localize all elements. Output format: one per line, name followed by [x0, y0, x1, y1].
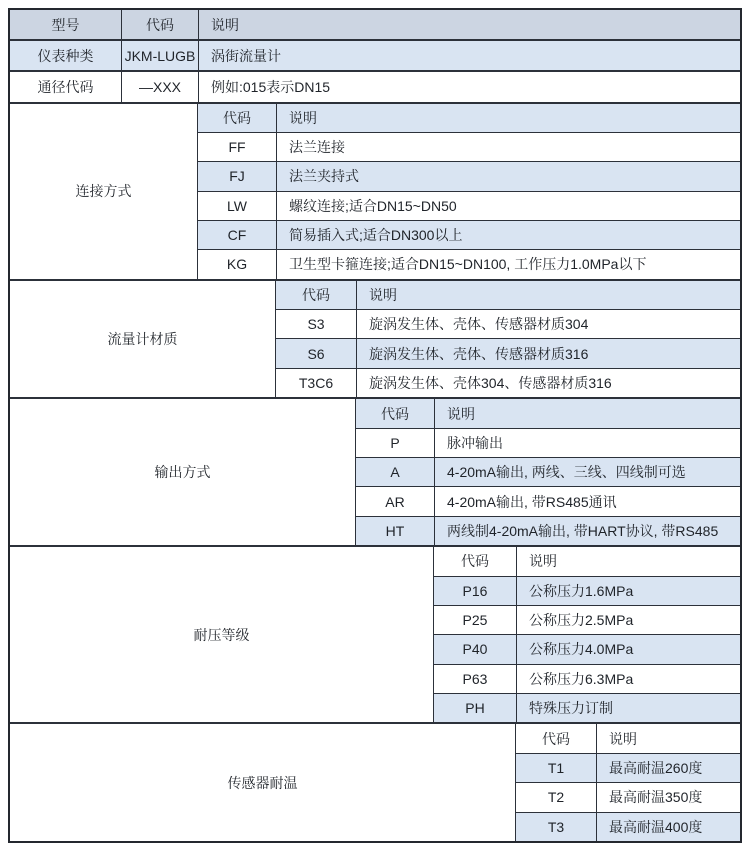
table-row — [10, 72, 740, 101]
section-group — [10, 722, 740, 841]
desc-cell: 公称压力4.0MPa — [516, 635, 740, 663]
code-cell: P63 — [462, 670, 488, 687]
nested-header-row — [356, 399, 740, 427]
desc-cell: 公称压力2.5MPa — [516, 606, 740, 634]
code-cell: A — [390, 464, 400, 481]
table-row — [356, 428, 740, 457]
nested-header-row — [198, 104, 740, 132]
desc-cell: 4-20mA输出, 两线、三线、四线制可选 — [434, 458, 740, 486]
desc-cell: 旋涡发生体、壳体304、传感器材质316 — [356, 369, 740, 397]
code-cell: T3C6 — [298, 375, 334, 392]
code-cell: P40 — [462, 641, 488, 658]
table-row — [198, 161, 740, 190]
table-row — [434, 605, 740, 634]
desc-cell: 简易插入式;适合DN300以上 — [276, 221, 740, 249]
table-row — [356, 486, 740, 515]
table-row — [356, 457, 740, 486]
section-group — [10, 279, 740, 398]
nested-header-code-cell: 代码 — [542, 730, 570, 747]
table-row — [198, 132, 740, 161]
table-row — [516, 753, 740, 782]
nested-header-desc-cell: 说明 — [434, 399, 740, 427]
header-desc-cell: 说明 — [198, 10, 740, 39]
desc-cell: 螺纹连接;适合DN15~DN50 — [276, 192, 740, 220]
table-row — [276, 338, 740, 367]
nested-header-code-cell: 代码 — [302, 286, 330, 303]
row-desc-cell: 涡街流量计 — [198, 41, 740, 70]
nested-header-desc-cell: 说明 — [276, 104, 740, 132]
table-row — [198, 191, 740, 220]
section-group — [10, 545, 740, 722]
code-cell: T1 — [547, 759, 565, 776]
section-label: 流量计材质 — [10, 281, 276, 398]
code-cell: P — [390, 434, 400, 451]
code-cell: P25 — [462, 612, 488, 629]
desc-cell: 4-20mA输出, 带RS485通讯 — [434, 487, 740, 515]
table-row — [356, 516, 740, 545]
desc-cell: 旋涡发生体、壳体、传感器材质304 — [356, 310, 740, 338]
code-cell: S6 — [307, 345, 325, 362]
section-label: 传感器耐温 — [10, 724, 516, 841]
nested-header-row — [434, 547, 740, 575]
table-row — [198, 249, 740, 278]
desc-cell: 特殊压力订制 — [516, 694, 740, 722]
code-cell: LW — [227, 197, 247, 214]
code-cell: T2 — [547, 789, 565, 806]
code-cell: PH — [465, 700, 485, 717]
row-desc-cell: 例如:015表示DN15 — [198, 72, 740, 101]
desc-cell: 法兰夹持式 — [276, 162, 740, 190]
desc-cell: 公称压力6.3MPa — [516, 665, 740, 693]
header-code-cell: 代码 — [121, 10, 198, 39]
section-row — [10, 70, 740, 101]
nested-header-code-cell: 代码 — [223, 109, 251, 126]
desc-cell: 卫生型卡箍连接;适合DN15~DN100, 工作压力1.0MPa以下 — [276, 250, 740, 278]
row-label-cell: 通径代码 — [37, 78, 94, 95]
table-row — [276, 368, 740, 397]
section-label: 输出方式 — [10, 399, 356, 545]
nested-header-desc-cell: 说明 — [596, 724, 740, 752]
table-header-row — [10, 10, 740, 39]
table-row — [434, 634, 740, 663]
code-cell: HT — [385, 523, 405, 539]
code-cell: CF — [227, 227, 247, 244]
section-group — [10, 397, 740, 545]
code-cell: P16 — [462, 582, 488, 599]
section-group — [10, 102, 740, 279]
desc-cell: 两线制4-20mA输出, 带HART协议, 带RS485 — [434, 517, 740, 545]
code-cell: FF — [228, 139, 246, 156]
table-row — [198, 220, 740, 249]
desc-cell: 公称压力1.6MPa — [516, 577, 740, 605]
model-selection-table — [8, 8, 742, 843]
table-row — [276, 309, 740, 338]
row-code-cell: JKM-LUGB — [121, 41, 198, 70]
table-row — [434, 664, 740, 693]
section-label: 耐压等级 — [10, 547, 434, 722]
nested-header-row — [516, 724, 740, 752]
table-row — [516, 812, 740, 841]
nested-header-code-cell: 代码 — [381, 405, 409, 422]
header-model-cell: 型号 — [51, 16, 80, 33]
table-row — [516, 782, 740, 811]
nested-header-code-cell: 代码 — [461, 553, 489, 570]
desc-cell: 法兰连接 — [276, 133, 740, 161]
desc-cell: 旋涡发生体、壳体、传感器材质316 — [356, 339, 740, 367]
desc-cell: 最高耐温260度 — [596, 754, 740, 782]
code-cell: S3 — [307, 316, 325, 333]
code-cell: T3 — [547, 818, 565, 835]
desc-cell: 最高耐温350度 — [596, 783, 740, 811]
code-cell: AR — [385, 493, 405, 510]
desc-cell: 最高耐温400度 — [596, 813, 740, 841]
section-row — [10, 39, 740, 70]
row-code-cell: —XXX — [121, 72, 198, 101]
row-label-cell: 仪表种类 — [37, 47, 94, 64]
desc-cell: 脉冲输出 — [434, 429, 740, 457]
table-row — [434, 576, 740, 605]
nested-header-desc-cell: 说明 — [516, 547, 740, 575]
code-cell: FJ — [229, 168, 245, 185]
nested-header-desc-cell: 说明 — [356, 281, 740, 309]
table-row — [434, 693, 740, 722]
table-row — [10, 41, 740, 70]
nested-header-row — [276, 281, 740, 309]
section-label: 连接方式 — [10, 104, 198, 279]
code-cell: KG — [226, 256, 248, 273]
